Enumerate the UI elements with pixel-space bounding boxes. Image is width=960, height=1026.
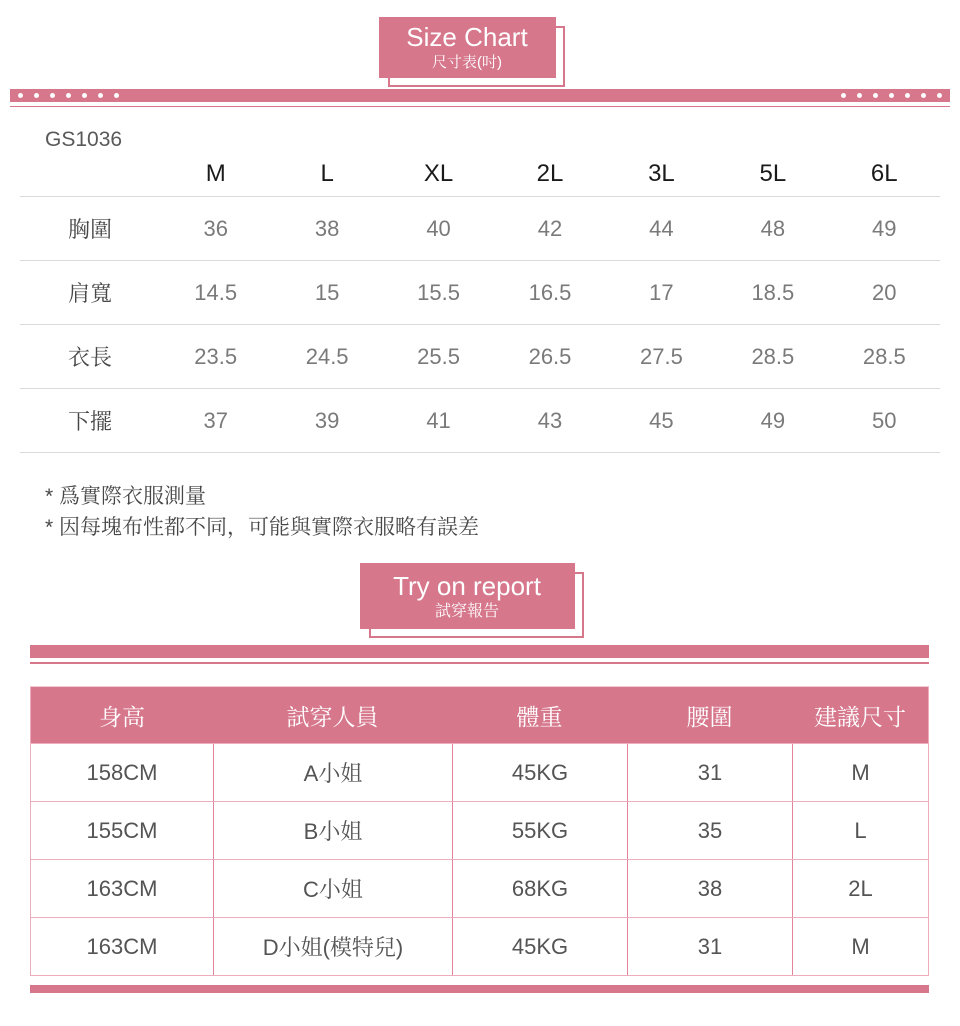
divider-underline — [10, 106, 950, 107]
product-code: GS1036 — [45, 128, 123, 151]
tester-cell: C小姐 — [213, 860, 452, 917]
weight-cell: 45KG — [452, 744, 627, 801]
height-cell: 155CM — [86, 817, 158, 843]
weight-cell: 68KG — [452, 860, 627, 917]
try-on-badge-title: Try on report — [393, 570, 541, 601]
try-on-table — [30, 686, 929, 976]
tester-cell: A小姐 — [213, 744, 452, 801]
size-column-header: L — [320, 160, 334, 187]
measure-value: 24.5 — [305, 343, 349, 369]
divider-dots-left — [18, 93, 119, 98]
waist-cell: 38 — [627, 860, 792, 917]
suggested-size-cell: 2L — [792, 860, 928, 917]
dot-icon — [82, 93, 87, 98]
table-row — [20, 197, 940, 261]
try-on-header-row — [31, 687, 928, 743]
divider-dots-right — [841, 93, 942, 98]
measure-value: 25.5 — [417, 343, 460, 369]
measure-row-label: 衣長 — [67, 345, 112, 370]
height-cell: 163CM — [86, 875, 158, 901]
note-line: * 爲實際衣服測量 — [45, 485, 207, 508]
measure-value: 38 — [314, 215, 340, 241]
measure-value: 18.5 — [751, 279, 795, 305]
measure-value: 44 — [649, 215, 674, 241]
dot-icon — [937, 93, 942, 98]
size-column-header: M — [205, 160, 226, 187]
waist-cell: 35 — [627, 802, 792, 859]
measure-value: 15 — [314, 279, 340, 305]
measure-value: 26.5 — [528, 343, 572, 369]
dot-icon — [66, 93, 71, 98]
table-row — [20, 261, 940, 325]
height-cell: 163CM — [86, 933, 158, 959]
measure-value: 39 — [314, 407, 340, 433]
dot-icon — [18, 93, 23, 98]
size-chart-badge — [0, 17, 947, 78]
measure-value: 49 — [872, 215, 897, 241]
height-cell: 158CM — [86, 759, 158, 785]
measure-value: 23.5 — [194, 343, 238, 369]
measure-row-label: 胸圍 — [67, 217, 112, 242]
waist-cell: 31 — [627, 744, 792, 801]
table-row — [31, 917, 928, 975]
measurement-notes — [45, 481, 960, 543]
measure-value: 28.5 — [862, 343, 906, 369]
measure-value: 14.5 — [194, 279, 238, 305]
try-on-report-badge — [0, 563, 947, 629]
size-column-header: 6L — [870, 160, 898, 187]
section-divider — [30, 645, 929, 664]
dot-icon — [921, 93, 926, 98]
measure-value: 15.5 — [417, 279, 460, 305]
measure-value: 27.5 — [640, 343, 683, 369]
size-column-header: 2L — [536, 160, 564, 187]
suggested-size-cell: M — [792, 918, 928, 975]
measure-value: 17 — [649, 279, 674, 305]
dot-icon — [905, 93, 910, 98]
divider-underline — [30, 662, 929, 664]
dot-icon — [98, 93, 103, 98]
tester-cell: B小姐 — [213, 802, 452, 859]
try-on-column-header: 建議尺寸 — [814, 703, 906, 730]
size-chart-badge-title: Size Chart — [406, 22, 528, 52]
dotted-divider — [10, 89, 950, 107]
measure-value: 36 — [203, 215, 228, 241]
tester-cell: D小姐(模特兒) — [213, 918, 452, 975]
measure-row-label: 下擺 — [67, 409, 112, 434]
weight-cell: 45KG — [452, 918, 627, 975]
measure-value: 45 — [649, 407, 674, 433]
size-column-header: 3L — [648, 160, 675, 187]
measure-value: 48 — [760, 215, 786, 241]
bottom-accent-bar — [30, 985, 929, 993]
divider-bar — [10, 89, 950, 102]
measure-value: 37 — [203, 407, 228, 433]
size-table-header-row — [20, 152, 940, 197]
dot-icon — [114, 93, 119, 98]
note-line: * 因每塊布性都不同，可能與實際衣服略有誤差 — [45, 516, 480, 539]
size-chart-badge-subtitle: 尺寸表(吋) — [432, 54, 502, 71]
measure-value: 50 — [872, 407, 897, 433]
table-row — [20, 325, 940, 389]
measure-value: 49 — [760, 407, 786, 433]
dot-icon — [50, 93, 55, 98]
size-table — [20, 152, 940, 453]
measure-value: 20 — [872, 279, 897, 305]
dot-icon — [873, 93, 878, 98]
weight-cell: 55KG — [452, 802, 627, 859]
try-on-badge-subtitle: 試穿報告 — [434, 602, 499, 620]
divider-bar — [30, 645, 929, 658]
table-row — [20, 389, 940, 453]
measure-row-label: 肩寬 — [67, 281, 112, 306]
table-row — [31, 859, 928, 917]
dot-icon — [857, 93, 862, 98]
dot-icon — [889, 93, 894, 98]
measure-value: 16.5 — [528, 279, 572, 305]
try-on-column-header: 體重 — [516, 703, 563, 730]
measure-value: 43 — [537, 407, 563, 433]
suggested-size-cell: L — [792, 802, 928, 859]
try-on-column-header: 腰圍 — [686, 703, 733, 730]
try-on-column-header: 身高 — [99, 703, 145, 730]
try-on-column-header: 試穿人員 — [286, 703, 379, 730]
measure-value: 28.5 — [751, 343, 795, 369]
measure-value: 42 — [537, 215, 563, 241]
suggested-size-cell: M — [792, 744, 928, 801]
waist-cell: 31 — [627, 918, 792, 975]
table-row — [31, 743, 928, 801]
measure-value: 41 — [426, 407, 451, 433]
measure-value: 40 — [426, 215, 451, 241]
table-row — [31, 801, 928, 859]
size-column-header: XL — [423, 160, 454, 187]
dot-icon — [34, 93, 39, 98]
dot-icon — [841, 93, 846, 98]
size-column-header: 5L — [759, 160, 787, 187]
